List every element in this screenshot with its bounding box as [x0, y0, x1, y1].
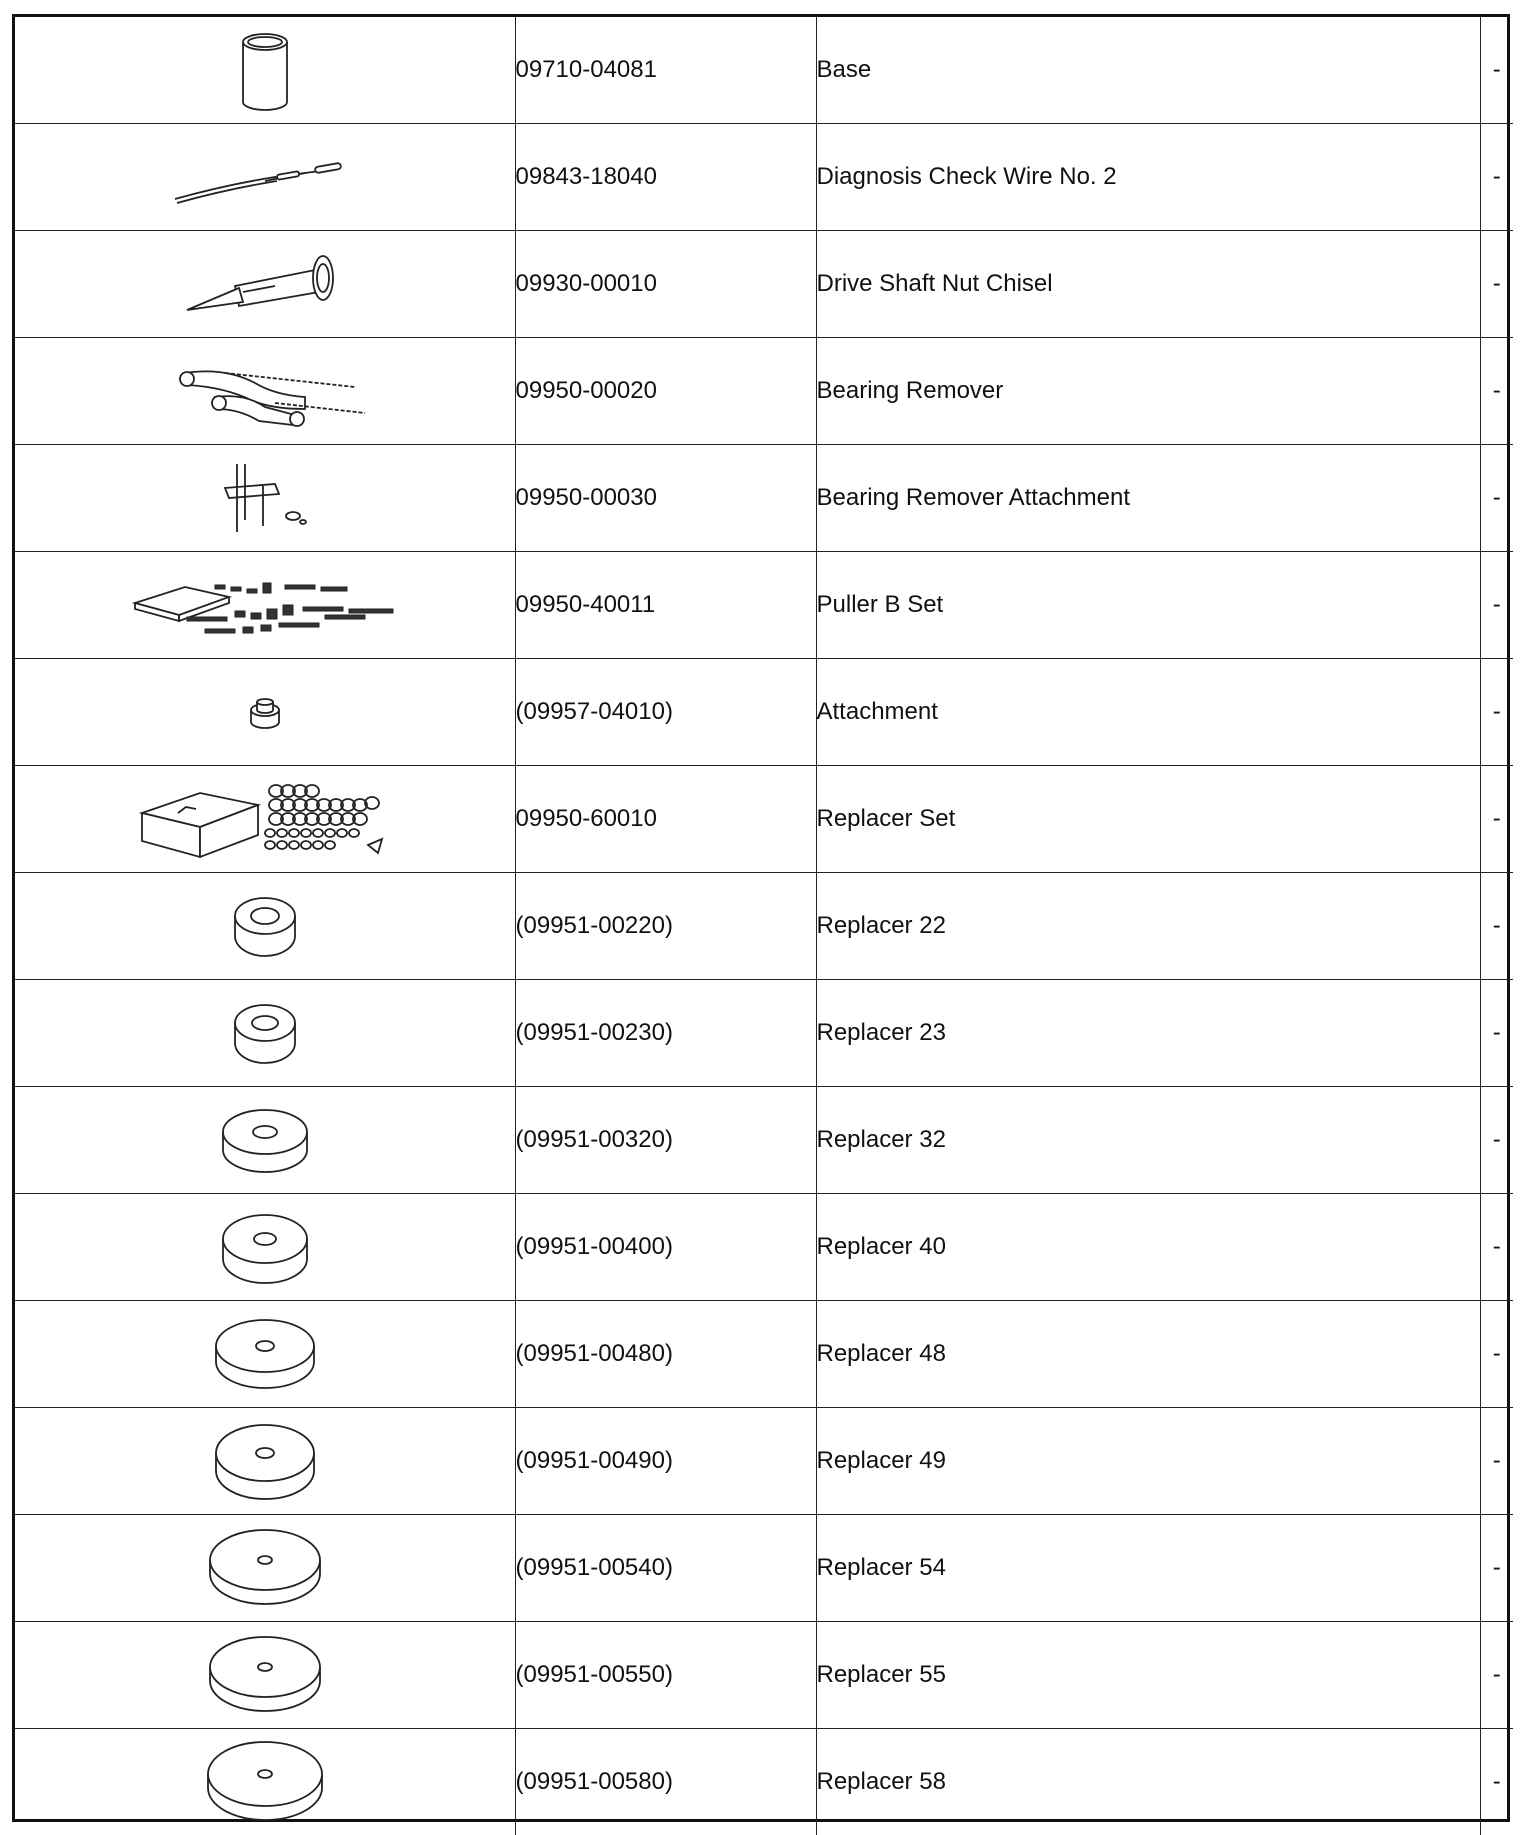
replacer-disc-icon: [215, 985, 315, 1081]
replacer-disc-icon: [215, 878, 315, 974]
table-row: [15, 1408, 1513, 1515]
part-number: (09951-00230): [515, 980, 816, 1087]
tool-illustration: [15, 873, 515, 980]
base-tool-icon: [205, 22, 325, 118]
table-row: [15, 1515, 1513, 1622]
part-number: 09950-40011: [515, 552, 816, 659]
special-tools-table: [15, 17, 1513, 1835]
table-row: [15, 659, 1513, 766]
part-number: (09957-04010): [515, 659, 816, 766]
tool-illustration: [15, 17, 515, 124]
table-row: [15, 17, 1513, 124]
replacer-disc-icon: [200, 1306, 330, 1402]
tool-illustration: [15, 659, 515, 766]
note: -: [1480, 1087, 1513, 1194]
part-number: (09951-00490): [515, 1408, 816, 1515]
tool-illustration: [15, 124, 515, 231]
table-row: [15, 445, 1513, 552]
tool-illustration: [15, 1087, 515, 1194]
note: -: [1480, 1729, 1513, 1835]
bearing-remover-icon: [155, 343, 375, 439]
tool-illustration: [15, 338, 515, 445]
tool-name: Replacer 40: [816, 1194, 1480, 1301]
table-row: [15, 552, 1513, 659]
note: -: [1480, 231, 1513, 338]
table-row: [15, 1087, 1513, 1194]
note: -: [1480, 124, 1513, 231]
tool-illustration: [15, 1194, 515, 1301]
part-number: 09843-18040: [515, 124, 816, 231]
table-row: [15, 1729, 1513, 1835]
tool-illustration: [15, 766, 515, 873]
replacer-disc-icon: [205, 1199, 325, 1295]
note: -: [1480, 980, 1513, 1087]
bearing-remover-attachment-icon: [205, 450, 325, 546]
part-number: (09951-00480): [515, 1301, 816, 1408]
table-row: [15, 766, 1513, 873]
tool-illustration: [15, 552, 515, 659]
note: -: [1480, 445, 1513, 552]
tool-name: Puller B Set: [816, 552, 1480, 659]
note: -: [1480, 1408, 1513, 1515]
part-number: (09951-00400): [515, 1194, 816, 1301]
tool-name: Attachment: [816, 659, 1480, 766]
part-number: (09951-00220): [515, 873, 816, 980]
tool-table-sheet: [12, 14, 1510, 1822]
replacer-disc-icon: [205, 1092, 325, 1188]
replacer-disc-icon: [200, 1627, 330, 1723]
part-number: 09950-60010: [515, 766, 816, 873]
note: -: [1480, 659, 1513, 766]
tool-illustration: [15, 1301, 515, 1408]
table-row: [15, 980, 1513, 1087]
note: -: [1480, 1515, 1513, 1622]
table-row: [15, 231, 1513, 338]
tool-illustration: [15, 231, 515, 338]
note: -: [1480, 338, 1513, 445]
chisel-icon: [165, 236, 365, 332]
table-row: [15, 873, 1513, 980]
table-row: [15, 1622, 1513, 1729]
tool-illustration: [15, 1408, 515, 1515]
tool-name: Replacer 49: [816, 1408, 1480, 1515]
table-row: [15, 1194, 1513, 1301]
part-number: (09951-00580): [515, 1729, 816, 1835]
part-number: 09950-00030: [515, 445, 816, 552]
puller-set-icon: [125, 557, 405, 653]
part-number: 09950-00020: [515, 338, 816, 445]
replacer-set-icon: [130, 769, 400, 869]
part-number: 09710-04081: [515, 17, 816, 124]
tool-name: Replacer 54: [816, 1515, 1480, 1622]
tool-name: Replacer Set: [816, 766, 1480, 873]
tool-illustration: [15, 445, 515, 552]
part-number: 09930-00010: [515, 231, 816, 338]
replacer-disc-icon: [200, 1520, 330, 1616]
note: -: [1480, 552, 1513, 659]
tool-name: Replacer 23: [816, 980, 1480, 1087]
tool-name: Bearing Remover: [816, 338, 1480, 445]
part-number: (09951-00540): [515, 1515, 816, 1622]
tool-name: Base: [816, 17, 1480, 124]
table-row: [15, 338, 1513, 445]
note: -: [1480, 873, 1513, 980]
table-row: [15, 1301, 1513, 1408]
tool-illustration: [15, 980, 515, 1087]
note: -: [1480, 1194, 1513, 1301]
tool-name: Bearing Remover Attachment: [816, 445, 1480, 552]
tool-illustration: [15, 1729, 515, 1835]
replacer-disc-icon: [200, 1413, 330, 1509]
tool-name: Replacer 22: [816, 873, 1480, 980]
note: -: [1480, 766, 1513, 873]
replacer-disc-icon: [200, 1734, 330, 1830]
tool-name: Replacer 48: [816, 1301, 1480, 1408]
part-number: (09951-00550): [515, 1622, 816, 1729]
part-number: (09951-00320): [515, 1087, 816, 1194]
tool-illustration: [15, 1515, 515, 1622]
note: -: [1480, 1301, 1513, 1408]
tool-name: Replacer 32: [816, 1087, 1480, 1194]
note: -: [1480, 17, 1513, 124]
tool-name: Replacer 58: [816, 1729, 1480, 1835]
tool-name: Drive Shaft Nut Chisel: [816, 231, 1480, 338]
tool-name: Replacer 55: [816, 1622, 1480, 1729]
note: -: [1480, 1622, 1513, 1729]
table-row: [15, 124, 1513, 231]
tool-illustration: [15, 1622, 515, 1729]
check-wire-icon: [165, 129, 365, 225]
tool-name: Diagnosis Check Wire No. 2: [816, 124, 1480, 231]
attachment-icon: [235, 664, 295, 760]
